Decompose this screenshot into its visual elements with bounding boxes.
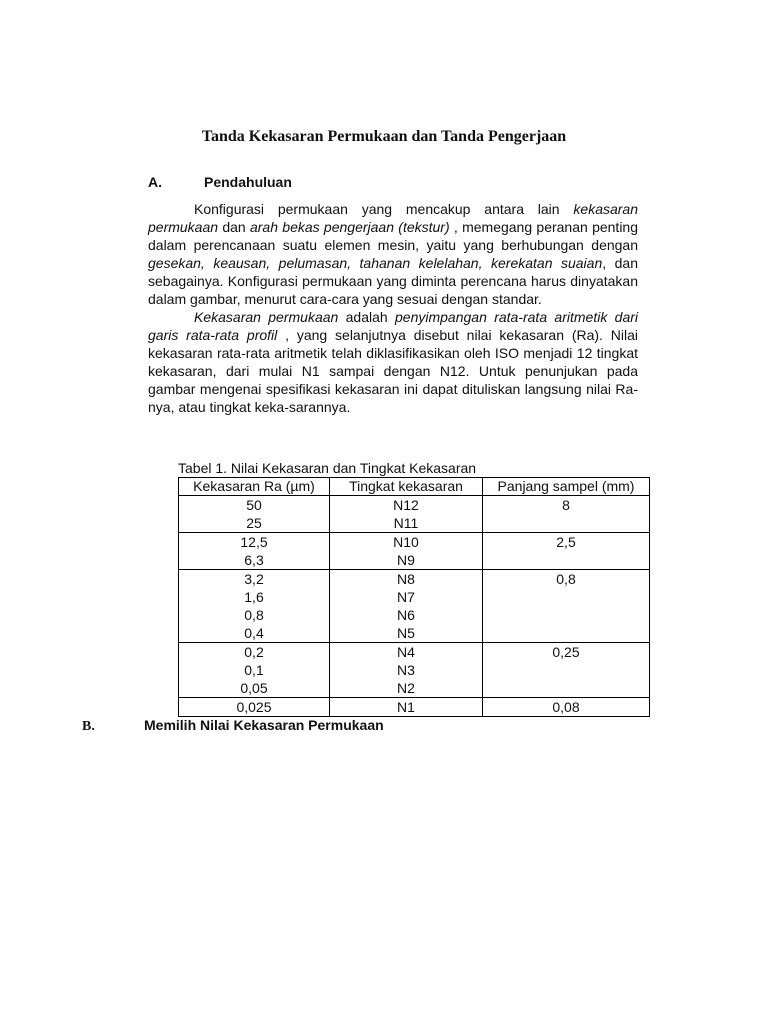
table-header-row xyxy=(179,478,650,496)
grade-value: N3 xyxy=(397,662,415,678)
cell-grade xyxy=(330,533,483,570)
roughness-table xyxy=(178,477,650,717)
cell-sample-length xyxy=(483,698,650,717)
section-a-title: Pendahuluan xyxy=(204,174,292,190)
cell-ra xyxy=(179,643,330,698)
ra-value: 12,5 xyxy=(240,534,268,550)
ra-value: 0,05 xyxy=(240,680,268,696)
sample-length-value: 0,08 xyxy=(552,699,580,715)
sample-length-value: 2,5 xyxy=(556,534,576,550)
cell-grade xyxy=(330,496,483,533)
section-a-number: A. xyxy=(148,174,162,190)
grade-value: N12 xyxy=(393,497,419,513)
cell-sample-length xyxy=(483,570,650,643)
grade-value: N7 xyxy=(397,589,415,605)
ra-value: 50 xyxy=(246,497,262,513)
text-run: dan xyxy=(218,219,250,235)
text-run: Konfigurasi permukaan yang mencakup antara lain xyxy=(194,201,574,217)
table-caption: Tabel 1. Nilai Kekasaran dan Tingkat Kekasaran xyxy=(178,460,477,476)
section-b-heading xyxy=(82,717,384,735)
section-a-heading xyxy=(148,174,292,190)
sample-length-value: 0,8 xyxy=(556,571,576,587)
italic-term: Kekasaran permukaan xyxy=(194,309,339,325)
table-row xyxy=(179,570,650,643)
text-run: , dan sebagainya. Konfigurasi permukaan yang diminta perencana harus dinyatakan dalam gambar, menurut cara-cara yang sesuai dengan standar. xyxy=(148,255,639,307)
table-row xyxy=(179,496,650,533)
grade-value: N10 xyxy=(393,534,419,550)
text-run: , yang selanjutnya disebut nilai kekasaran (Ra). Nilai kekasaran rata-rata aritmetik telah diklasifikasikan oleh ISO menjadi 12 tingkat kekasaran, dari mulai N1 sampai dengan N12. Untuk penunjukan pada gambar mengenai spesifikasi kekasaran ini dapat dituliskan langsung nilai Ra-nya, atau tingkat keka-sarannya. xyxy=(148,327,639,415)
grade-value: N9 xyxy=(397,552,415,568)
cell-sample-length xyxy=(483,496,650,533)
table-row xyxy=(179,533,650,570)
grade-value: N2 xyxy=(397,680,415,696)
italic-term: kekasaran permukaan xyxy=(148,201,638,235)
cell-sample-length xyxy=(483,643,650,698)
header-ra: Kekasaran Ra (µm) xyxy=(179,478,330,496)
table-row xyxy=(179,643,650,698)
cell-ra xyxy=(179,698,330,717)
text-run: , memegang peranan penting dalam perencanaan suatu elemen mesin, yaitu yang berhubungan dengan xyxy=(148,219,639,253)
cell-grade xyxy=(330,570,483,643)
ra-value: 3,2 xyxy=(244,571,264,587)
ra-value: 0,025 xyxy=(236,699,272,715)
text-run: adalah xyxy=(338,309,396,325)
paragraph-roughness-definition xyxy=(148,308,638,416)
cell-ra xyxy=(179,496,330,533)
ra-value: 0,2 xyxy=(244,644,264,660)
ra-value: 0,1 xyxy=(244,662,264,678)
grade-value: N4 xyxy=(397,644,415,660)
grade-value: N6 xyxy=(397,607,415,623)
table-row xyxy=(179,698,650,717)
italic-term: arah bekas pengerjaan (tekstur) xyxy=(249,219,450,235)
ra-value: 1,6 xyxy=(244,589,264,605)
italic-term: gesekan, keausan, pelumasan, tahanan kelelahan, kerekatan suaian xyxy=(148,255,603,271)
ra-value: 25 xyxy=(246,515,262,531)
section-b-title: Memilih Nilai Kekasaran Permukaan xyxy=(144,717,384,733)
header-sample-length: Panjang sampel (mm) xyxy=(483,478,650,496)
cell-grade xyxy=(330,698,483,717)
ra-value: 0,4 xyxy=(244,625,264,641)
paragraph-configuration xyxy=(148,200,638,308)
sample-length-value: 0,25 xyxy=(552,644,580,660)
cell-sample-length xyxy=(483,533,650,570)
italic-term: penyimpangan rata-rata aritmetik dari garis rata-rata profil xyxy=(148,309,638,343)
section-b-number: B. xyxy=(82,719,95,734)
cell-grade xyxy=(330,643,483,698)
introduction-text xyxy=(148,200,638,416)
grade-value: N8 xyxy=(397,571,415,587)
grade-value: N1 xyxy=(397,699,415,715)
document-title: Tanda Kekasaran Permukaan dan Tanda Pengerjaan xyxy=(201,128,567,145)
grade-value: N5 xyxy=(397,625,415,641)
cell-ra xyxy=(179,570,330,643)
ra-value: 0,8 xyxy=(244,607,264,623)
header-grade: Tingkat kekasaran xyxy=(330,478,483,496)
grade-value: N11 xyxy=(393,515,419,531)
ra-value: 6,3 xyxy=(244,552,264,568)
sample-length-value: 8 xyxy=(562,497,570,513)
cell-ra xyxy=(179,533,330,570)
